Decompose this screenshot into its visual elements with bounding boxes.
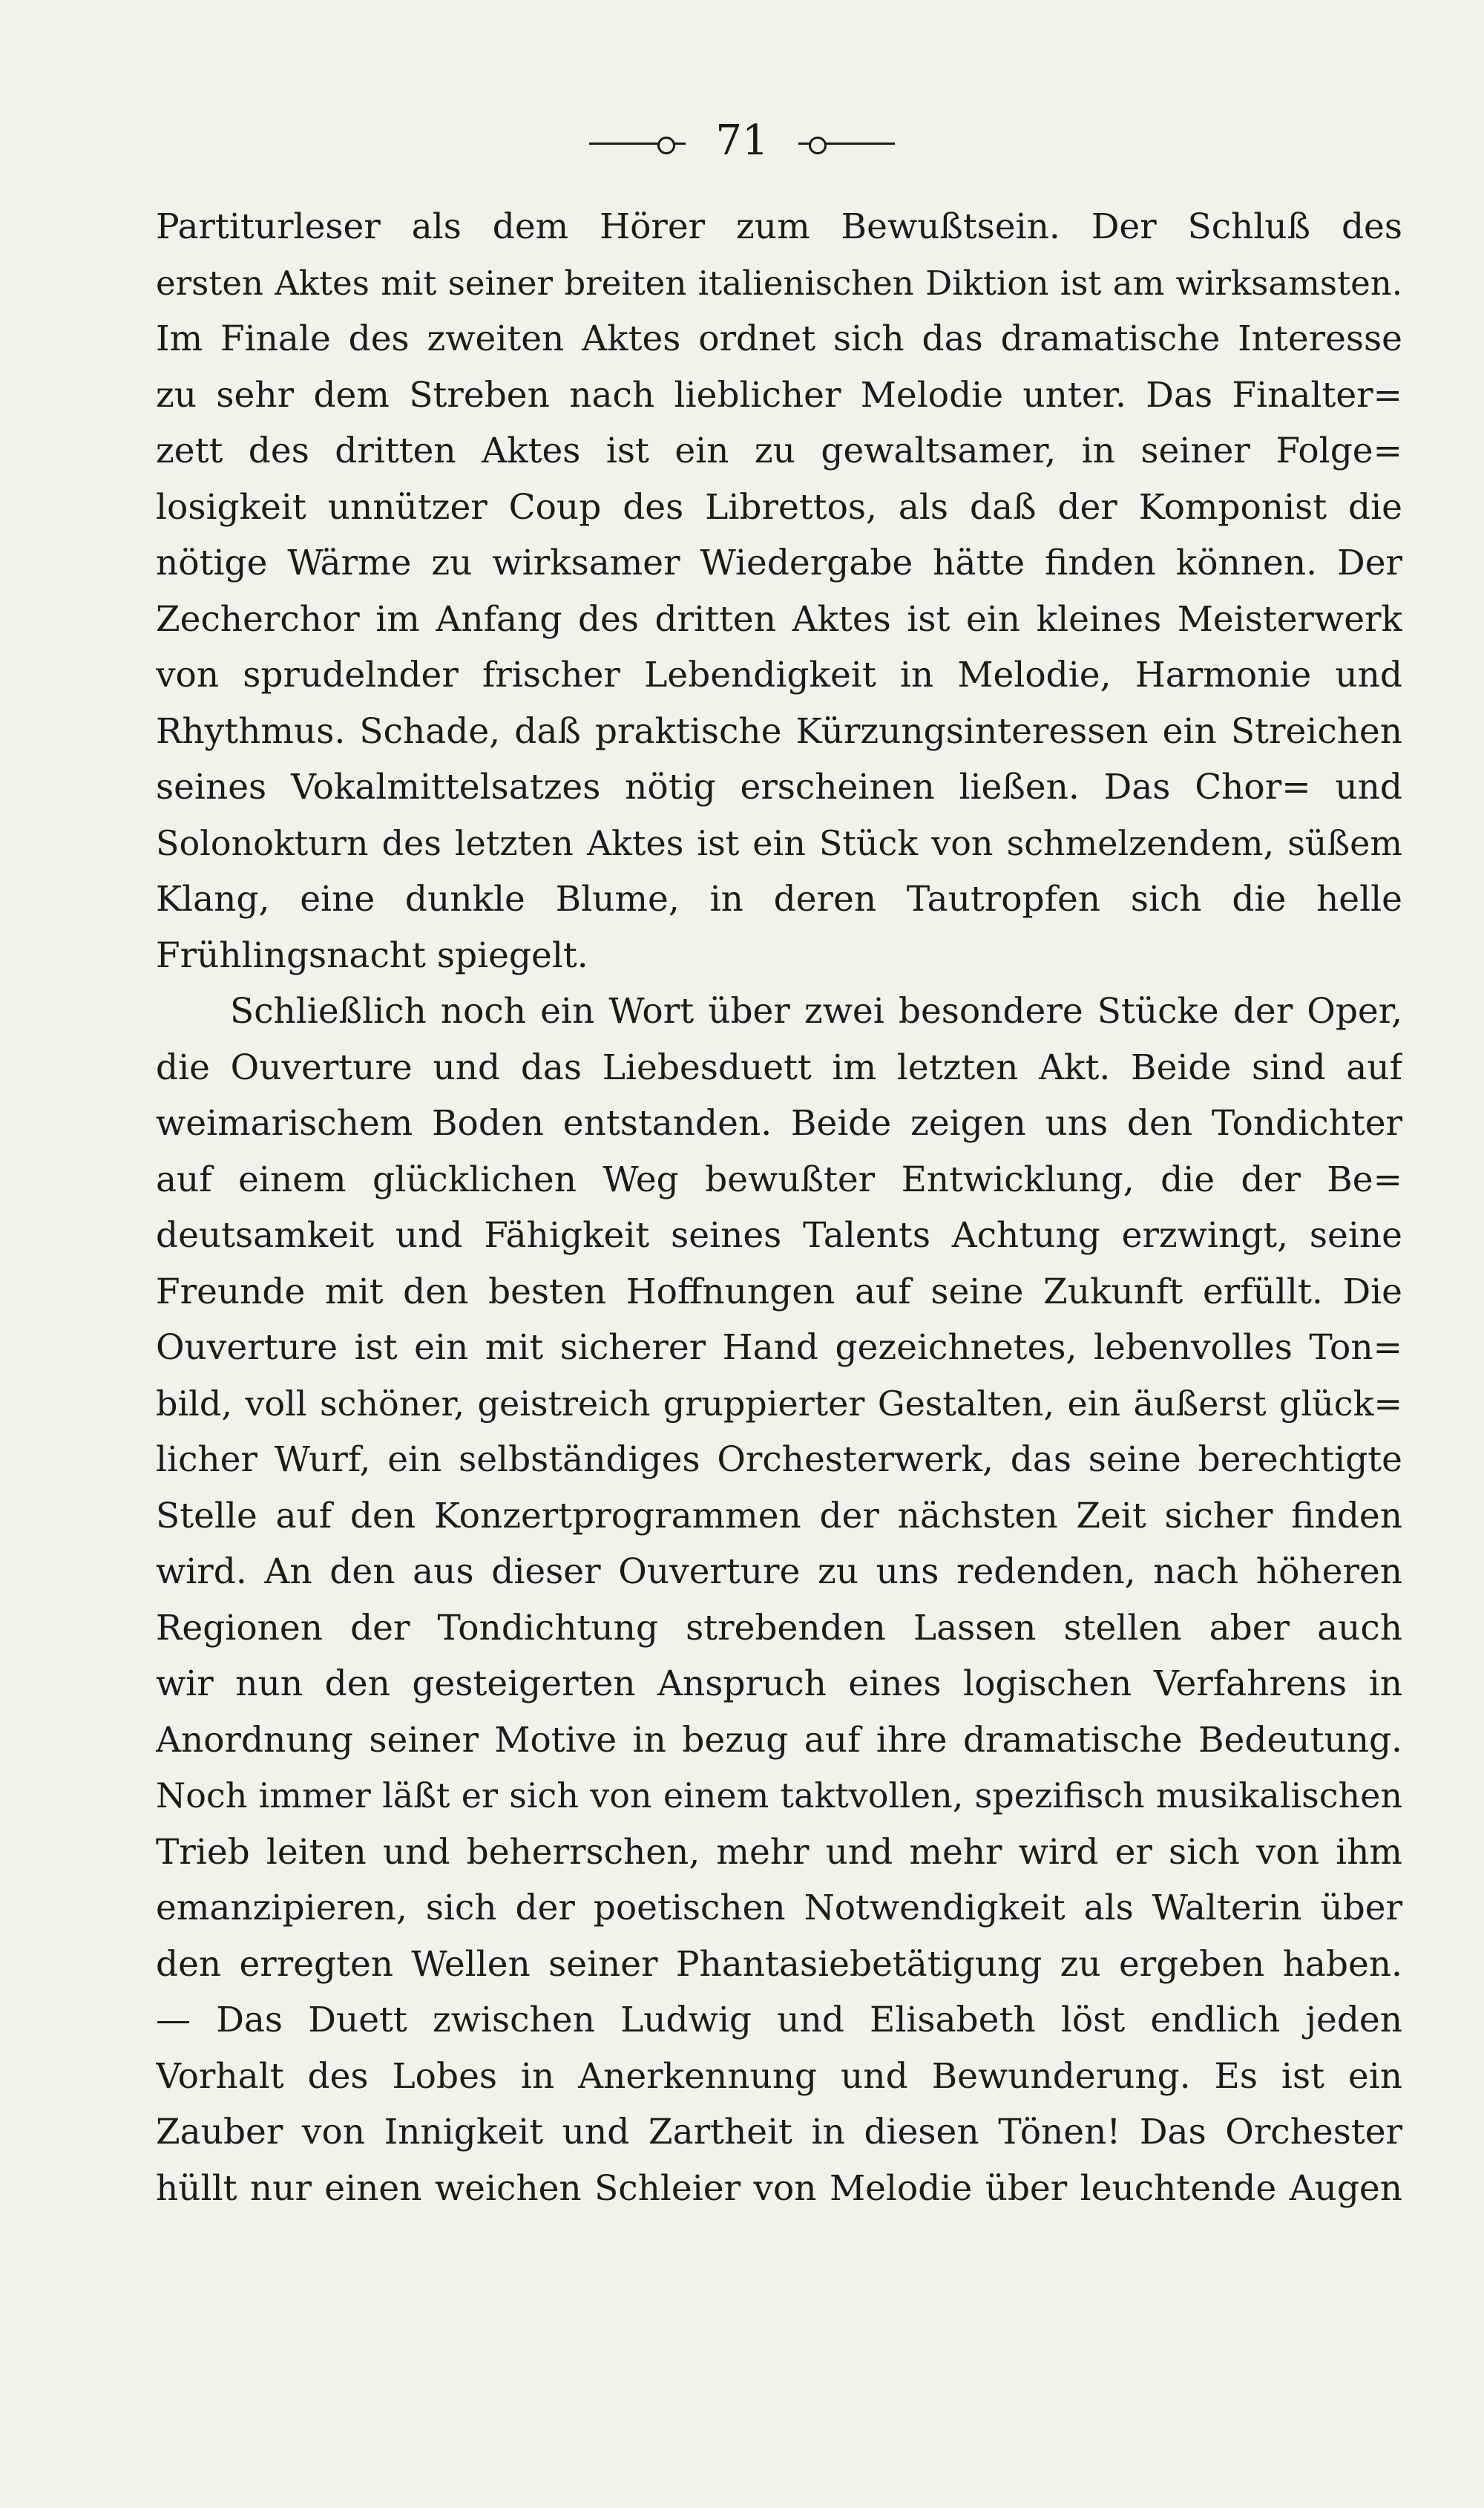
text-line: Vorhalt des Lobes in Anerkennung und Bewunderung. Es ist ein (156, 2055, 1402, 2097)
left-ornament-icon (589, 143, 686, 145)
text-line: Zauber von Innigkeit und Zartheit in diesen Tönen! Das Orchester (156, 2112, 1402, 2152)
text-line: bild, voll schöner, geistreich gruppierter Gestalten, ein äußerst glück= (156, 1383, 1402, 1424)
text-line: licher Wurf, ein selbständiges Orchesterwerk, das seine berechtigte (156, 1439, 1402, 1480)
text-line: — Das Duett zwischen Ludwig und Elisabeth löst endlich jeden (156, 2000, 1402, 2040)
text-line: Rhythmus. Schade, daß praktische Kürzungsinteressen ein Streichen (156, 710, 1402, 752)
text-line: weimarischem Boden entstanden. Beide zeigen uns den Tondichter (156, 1103, 1402, 1144)
text-line: wir nun den gesteigerten Anspruch eines logischen Verfahrens in (156, 1663, 1402, 1704)
text-line: auf einem glücklichen Weg bewußter Entwicklung, die der Be= (156, 1159, 1402, 1200)
text-line: Schließlich noch ein Wort über zwei besondere Stücke der Oper, (230, 991, 1402, 1032)
text-line: Solonokturn des letzten Aktes ist ein Stück von schmelzendem, süßem (156, 822, 1402, 863)
text-line: nötige Wärme zu wirksamer Wiedergabe hätte finden können. Der (156, 543, 1402, 583)
text-line: zett des dritten Aktes ist ein zu gewaltsamer, in seiner Folge= (156, 430, 1402, 471)
text-line: Trieb leiten und beherrschen, mehr und mehr wird er sich von ihm (156, 1831, 1402, 1873)
text-line: Noch immer läßt er sich von einem taktvollen, spezifisch musikalischen (156, 1775, 1402, 1815)
text-line: von sprudelnder frischer Lebendigkeit in Melodie, Harmonie und (156, 655, 1402, 695)
text-line: ersten Aktes mit seiner breiten italienischen Diktion ist am wirksamsten. (156, 263, 1402, 303)
paragraph (156, 199, 1402, 983)
text-line: wird. An den aus dieser Ouverture zu uns redenden, nach höheren (156, 1551, 1402, 1592)
text-line: den erregten Wellen seiner Phantasiebetätigung zu ergeben haben. (156, 1943, 1402, 1985)
text-line: Stelle auf den Konzertprogrammen der nächsten Zeit sicher finden (156, 1495, 1402, 1536)
text-line: Partiturleser als dem Hörer zum Bewußtsein. Der Schluß des (156, 206, 1402, 247)
text-line: deutsamkeit und Fähigkeit seines Talents Achtung erzwingt, seine (156, 1215, 1402, 1256)
text-line: Zecherchor im Anfang des dritten Aktes ist ein kleines Meisterwerk (156, 598, 1402, 640)
text-line: die Ouverture und das Liebesduett im letzten Akt. Beide sind auf (156, 1047, 1402, 1088)
text-line: hüllt nur einen weichen Schleier von Melodie über leuchtende Augen (156, 2167, 1402, 2209)
body-text (156, 199, 1402, 2216)
page-header (0, 111, 1484, 171)
text-line: emanzipieren, sich der poetischen Notwendigkeit als Walterin über (156, 1887, 1402, 1928)
text-line: losigkeit unnützer Coup des Librettos, als daß der Komponist die (156, 486, 1402, 528)
text-line: Ouverture ist ein mit sicherer Hand gezeichnetes, lebenvolles Ton= (156, 1327, 1402, 1368)
text-line: zu sehr dem Streben nach lieblicher Melodie unter. Das Finalter= (156, 374, 1402, 416)
text-line: Im Finale des zweiten Aktes ordnet sich das dramatische Interesse (156, 318, 1402, 359)
paragraph (156, 983, 1402, 2216)
text-line: Freunde mit den besten Hoffnungen auf seine Zukunft erfüllt. Die (156, 1271, 1402, 1312)
text-line: Frühlingsnacht spiegelt. (156, 934, 588, 976)
text-line: seines Vokalmittelsatzes nötig erscheinen ließen. Das Chor= und (156, 767, 1402, 808)
right-ornament-icon (798, 143, 895, 145)
text-line: Regionen der Tondichtung strebenden Lassen stellen aber auch (156, 1607, 1402, 1648)
text-line: Klang, eine dunkle Blume, in deren Tautropfen sich die helle (156, 879, 1402, 920)
page-number: 71 (715, 117, 769, 165)
text-line: Anordnung seiner Motive in bezug auf ihre dramatische Bedeutung. (156, 1719, 1402, 1761)
